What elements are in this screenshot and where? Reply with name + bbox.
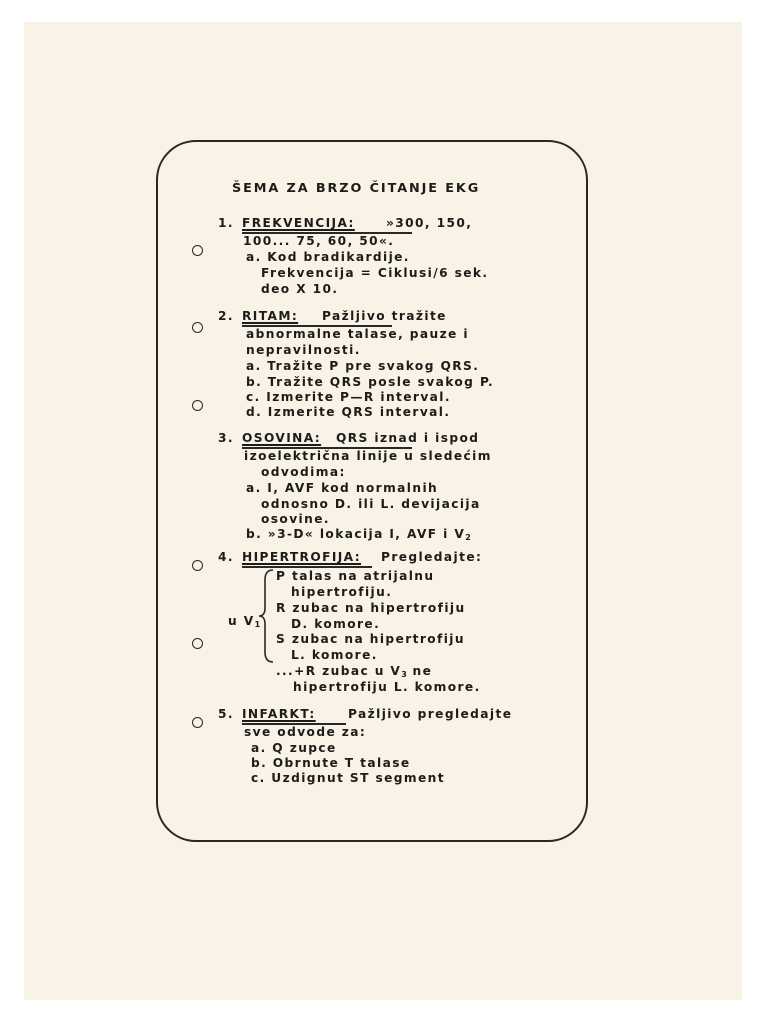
section-2-line: c. Izmerite P—R interval.: [246, 390, 451, 404]
section-2-line: d. Izmerite QRS interval.: [246, 405, 451, 419]
section-4-lead-text: u V: [228, 614, 255, 628]
section-3-subscript: 2: [465, 533, 471, 542]
section-3-line: QRS iznad i ispod: [336, 431, 480, 445]
brace-icon: [258, 568, 276, 664]
section-1-line: a. Kod bradikardije.: [246, 250, 410, 264]
section-2-line: a. Tražite P pre svakog QRS.: [246, 359, 480, 373]
section-5-line: b. Obrnute T talase: [251, 756, 411, 770]
section-4-line: hipertrofiju L. komore.: [293, 680, 481, 694]
section-3-line-text: b. »3-D« lokacija I, AVF i V: [246, 527, 466, 541]
section-4-lead-label: [228, 614, 260, 632]
section-1-line: deo X 10.: [261, 282, 339, 296]
section-3-line: odvodima:: [261, 465, 346, 479]
section-2-line: b. Tražite QRS posle svakog P.: [246, 375, 495, 389]
section-4-line: S zubac na hipertrofiju: [276, 632, 465, 646]
section-4-subscript: 1: [254, 620, 261, 629]
section-4-number: 4.: [218, 550, 234, 564]
section-1-line: 100... 75, 60, 50«.: [243, 234, 395, 248]
binder-hole-icon: [192, 400, 203, 411]
section-4-subscript: 3: [401, 670, 407, 679]
binder-hole-icon: [192, 245, 203, 256]
section-1-line: »300, 150,: [386, 216, 473, 230]
section-5-line: a. Q zupce: [251, 741, 337, 755]
binder-hole-icon: [192, 717, 203, 728]
section-4-line-text: ne: [412, 664, 433, 678]
section-4-line: R zubac na hipertrofiju: [276, 601, 466, 615]
section-2-line: abnormalne talase, pauze i: [246, 327, 469, 341]
section-2-line: nepravilnosti.: [246, 343, 361, 357]
section-4-line-text: ...+R zubac u V: [276, 664, 402, 678]
section-1-heading: FREKVENCIJA:: [242, 216, 355, 230]
binder-hole-icon: [192, 322, 203, 333]
section-3-heading: OSOVINA:: [242, 431, 322, 445]
section-4-line: D. komore.: [291, 617, 381, 631]
card-title: ŠEMA ZA BRZO ČITANJE EKG: [232, 181, 481, 196]
binder-hole-icon: [192, 560, 203, 571]
section-4-line: Pregledajte:: [381, 550, 483, 564]
section-4-line: P talas na atrijalnu: [276, 569, 435, 583]
section-3-line: izoelektrična linije u sledećim: [244, 449, 492, 463]
section-4-line: L. komore.: [291, 648, 378, 662]
section-5-line: c. Uzdignut ST segment: [251, 771, 445, 785]
section-3-line: a. I, AVF kod normalnih: [246, 481, 439, 495]
section-3-line: odnosno D. ili L. devijacija: [261, 497, 481, 511]
section-3-line: [246, 527, 471, 545]
section-4-heading: HIPERTROFIJA:: [242, 550, 362, 564]
section-1-number: 1.: [218, 216, 234, 230]
section-1-line: Frekvencija = Ciklusi/6 sek.: [261, 266, 489, 280]
binder-hole-icon: [192, 638, 203, 649]
section-5-number: 5.: [218, 707, 234, 721]
section-3-number: 3.: [218, 431, 234, 445]
section-3-line: osovine.: [261, 512, 330, 526]
section-5-line: Pažljivo pregledajte: [348, 707, 513, 721]
section-4-line: hipertrofiju.: [291, 585, 393, 599]
section-2-line: Pažljivo tražite: [322, 309, 447, 323]
section-5-line: sve odvode za:: [244, 725, 367, 739]
section-2-heading: RITAM:: [242, 309, 299, 323]
section-2-number: 2.: [218, 309, 234, 323]
section-5-heading: INFARKT:: [242, 707, 316, 721]
